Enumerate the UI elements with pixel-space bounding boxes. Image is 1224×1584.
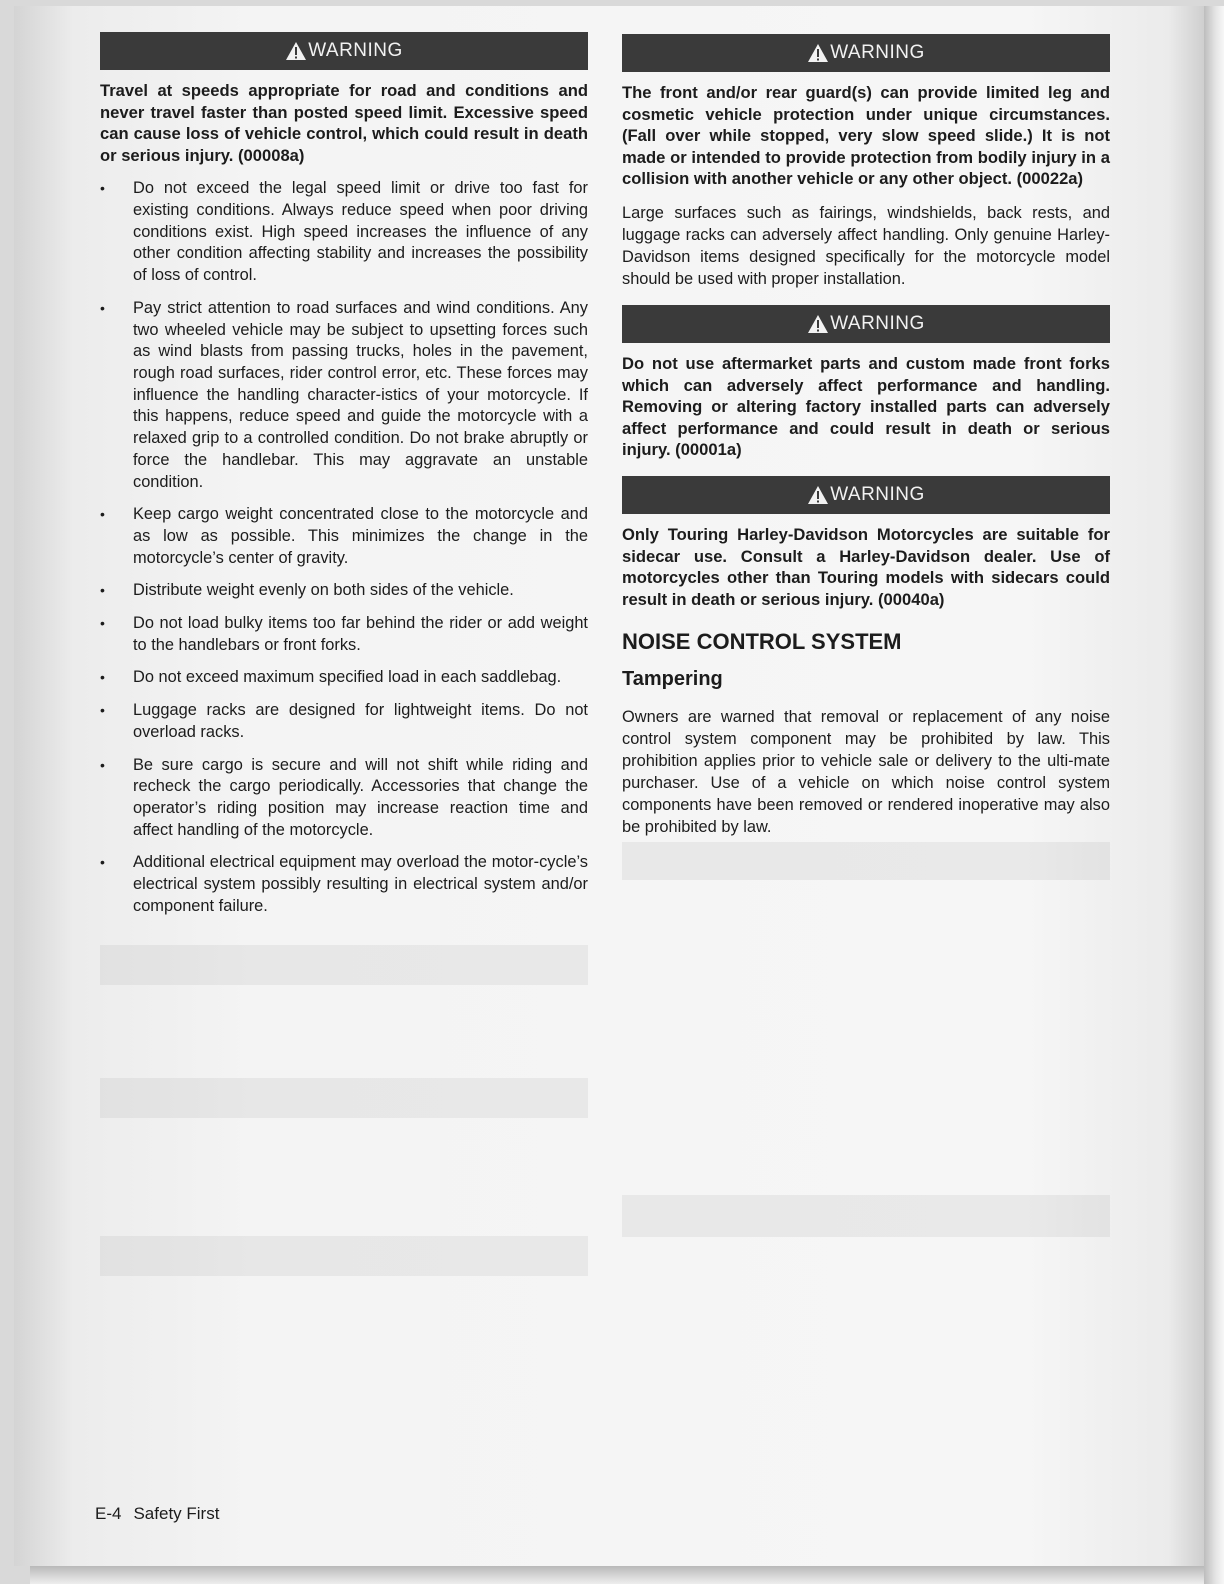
warning-header xyxy=(622,476,1110,514)
warning-text: The front and/or rear guard(s) can provide limited leg and cosmetic vehicle protection under unique circumstances. (Fall over while stopped, very slow speed slide.) It is not made or intended to provide protection from bodily injury in a collision with another vehicle or any other object. (00022a) xyxy=(622,83,1110,189)
safety-bullet-list xyxy=(100,178,588,917)
list-item: • Do not exceed maximum specified load in each saddlebag. xyxy=(100,668,562,687)
right-column xyxy=(622,34,1110,838)
list-item: • Luggage racks are designed for lightweight items. Do not overload racks. xyxy=(100,701,588,741)
show-through-block xyxy=(622,842,1110,880)
section-heading: NOISE CONTROL SYSTEM xyxy=(622,629,902,655)
warning-header xyxy=(622,305,1110,343)
list-item: • Distribute weight evenly on both sides of the vehicle. xyxy=(100,581,514,600)
warning-label: WARNING xyxy=(830,42,925,63)
subsection-heading: Tampering xyxy=(622,668,723,691)
page-number: E-4 xyxy=(95,1504,122,1523)
warning-triangle-icon xyxy=(807,314,829,334)
list-item: • Do not load bulky items too far behind the rider or add weight to the handlebars or front forks. xyxy=(100,614,588,654)
warning-text: Travel at speeds appropriate for road and conditions and never travel faster than posted speed limit. Excessive speed can cause loss of vehicle control, which could result in death or serious injury. (00008a) xyxy=(100,81,588,165)
list-item: • Pay strict attention to road surfaces and wind conditions. Any two wheeled vehicle may be subject to upsetting forces such as wind blasts from passing trucks, holes in the pavement, rough road surfaces, rider control error, etc. These forces may influence the handling character-istics of your motorcycle. If this happens, reduce speed and guide the motorcycle with a relaxed grip to a controlled condition. Do not brake abruptly or force the handlebar. This may aggravate an unstable condition. xyxy=(100,298,588,491)
warning-label: WARNING xyxy=(830,312,925,334)
warning-label: WARNING xyxy=(830,483,925,505)
show-through-block xyxy=(100,1236,588,1276)
warning-triangle-icon xyxy=(807,485,829,505)
body-paragraph: Owners are warned that removal or replacement of any noise control system component may be prohibited by law. This prohibition applies prior to vehicle sale or delivery to the ulti-mate purchaser. Use of a vehicle on which noise control system components have been removed or rendered inoperative may also be prohibited by law. xyxy=(622,708,1110,837)
body-paragraph: Large surfaces such as fairings, windshields, back rests, and luggage racks can adversely affect handling. Only genuine Harley-Davidson items designed specifically for the motorcycle model should be used with proper installation. xyxy=(622,203,1110,288)
warning-header xyxy=(622,34,1110,72)
show-through-block xyxy=(100,945,588,985)
list-item: • Keep cargo weight concentrated close to the motorcycle and as low as possible. This minimizes the change in the motorcycle’s center of gravity. xyxy=(100,505,588,567)
warning-label: WARNING xyxy=(308,40,403,61)
page-edge-bottom xyxy=(30,1566,1204,1584)
warning-header xyxy=(100,32,588,70)
left-column xyxy=(100,32,588,928)
list-item: • Additional electrical equipment may overload the motor-cycle’s electrical system possibly resulting in electrical system and/or component failure. xyxy=(100,853,588,915)
page-footer xyxy=(95,1504,219,1524)
page-edge-right xyxy=(1204,6,1224,1584)
footer-section-title: Safety First xyxy=(133,1504,220,1523)
warning-triangle-icon xyxy=(285,41,307,61)
list-item: • Be sure cargo is secure and will not shift while riding and recheck the cargo periodically. Accessories that change the operator’s riding position may increase reaction time and affect handling of the motorcycle. xyxy=(100,755,588,839)
warning-text: Do not use aftermarket parts and custom made front forks which can adversely affect performance and handling. Removing or altering factory installed parts can adversely affect performance and could result in death or serious injury. (00001a) xyxy=(622,353,1110,460)
show-through-block xyxy=(100,1078,588,1118)
warning-triangle-icon xyxy=(807,43,829,63)
warning-text: Only Touring Harley-Davidson Motorcycles are suitable for sidecar use. Consult a Harley-Davidson dealer. Use of motorcycles other than Touring models with sidecars could result in death or serious injury. (00040a) xyxy=(622,524,1110,609)
list-item: • Do not exceed the legal speed limit or drive too fast for existing conditions. Always reduce speed when poor driving conditions exist. High speed increases the influence of any other condition affecting stability and increases the possibility of loss of control. xyxy=(100,179,588,285)
show-through-block xyxy=(622,1195,1110,1237)
